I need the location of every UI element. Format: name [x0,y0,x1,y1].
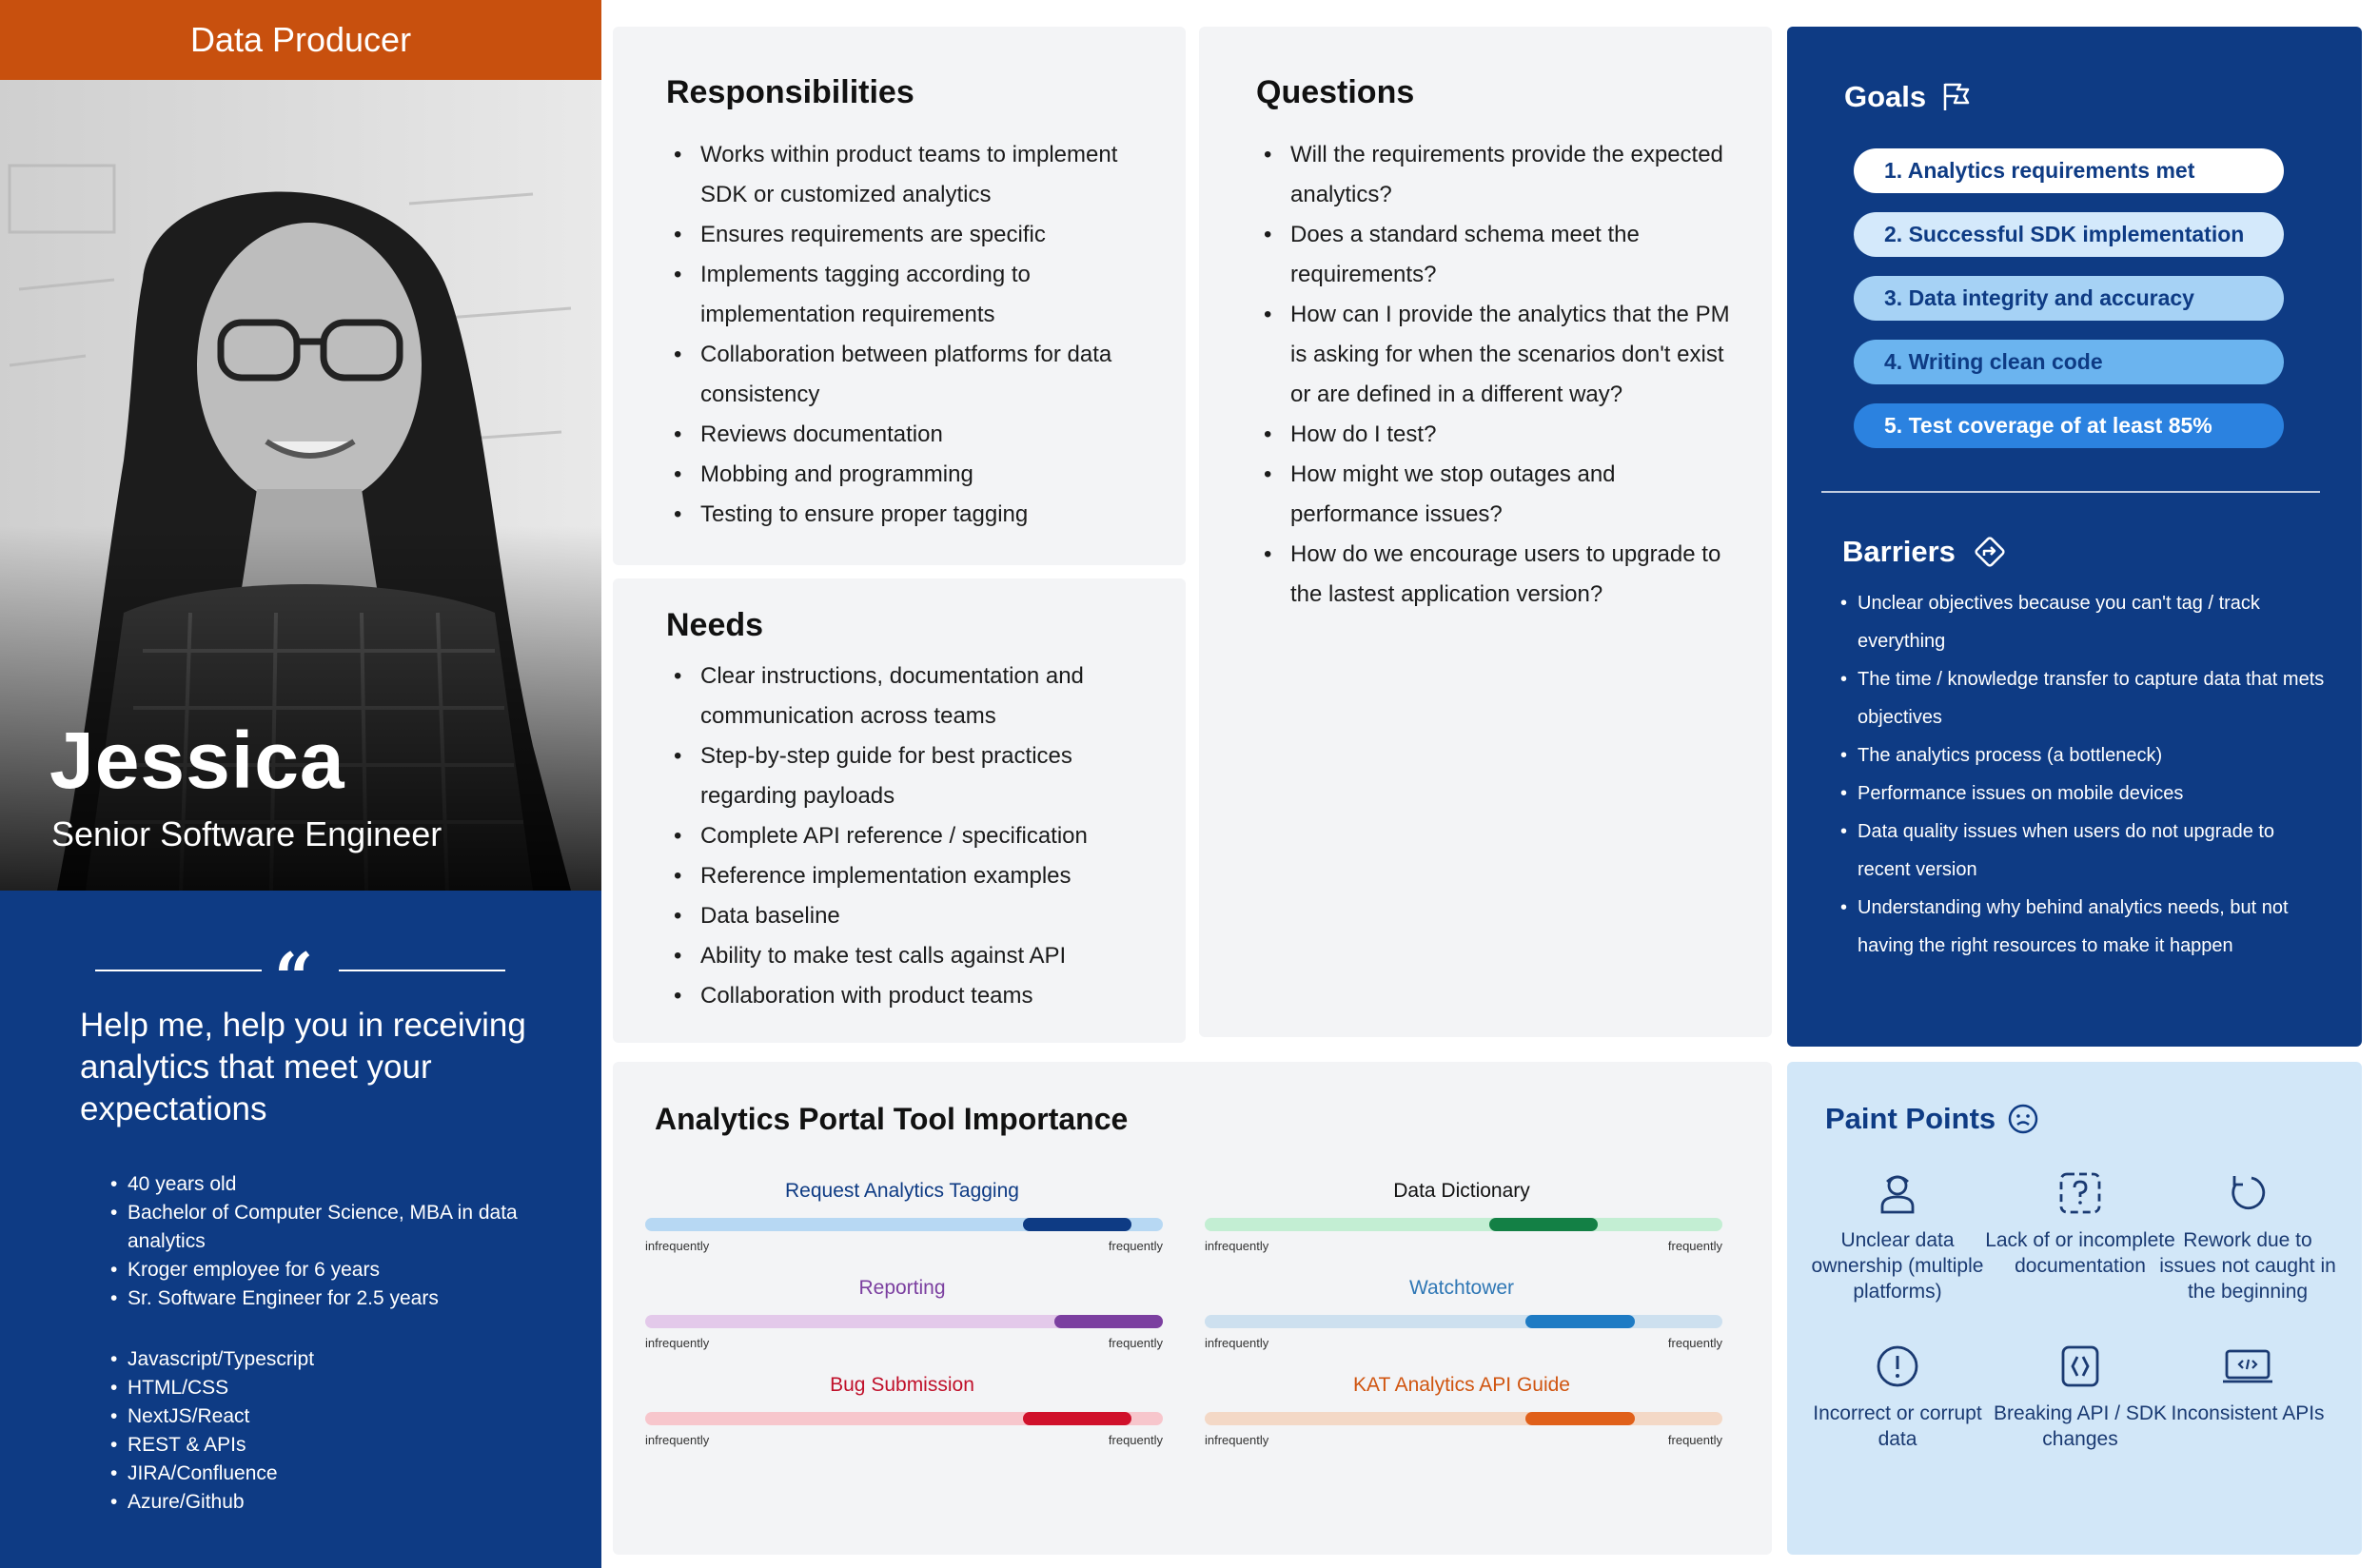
pain-point-item [2153,1166,2343,1304]
barrier-item: • Data quality issues when users do not upgrade to recent version [1837,813,2331,889]
responsibility-item: • Reviews documentation [666,415,1151,455]
goal-item: 3. Data integrity and accuracy [1854,276,2284,321]
persona-quote-panel [0,891,601,1568]
axis-high-label: frequently [1108,1336,1163,1350]
persona-skill: • REST & APIs [110,1431,529,1460]
goal-item: 4. Writing clean code [1854,340,2284,384]
flag-icon [1939,80,1974,114]
pain-points-heading: Paint Points [1825,1102,1996,1135]
pain-point-item [1802,1166,1993,1304]
tool-label: Request Analytics Tagging [785,1180,1019,1202]
pain-heading-row [1825,1102,2039,1136]
axis-low-label: infrequently [1205,1239,1269,1253]
tool-track [1205,1412,1722,1425]
responsibility-item: • Collaboration between platforms for data consistency [666,335,1151,415]
tool-label: Watchtower [1408,1277,1515,1299]
persona-skill: • Azure/Github [110,1488,529,1517]
questions-list [1256,135,1741,615]
persona-quote: Help me, help you in receiving analytics that meet your expectations [80,1007,526,1127]
goals-divider [1821,491,2320,493]
goals-heading: Goals [1844,80,1927,113]
barrier-item: • The analytics process (a bottleneck) [1837,736,2331,774]
tool-label: KAT Analytics API Guide [1352,1374,1570,1396]
question-item: • Does a standard schema meet the requirements? [1256,215,1741,295]
barriers-heading: Barriers [1842,535,1956,568]
axis-high-label: frequently [1108,1239,1163,1253]
axis-high-label: frequently [1667,1433,1722,1447]
quote-rule-right [339,970,505,971]
tool-track [1205,1218,1722,1231]
need-item: • Collaboration with product teams [666,976,1161,1016]
tool-track [645,1218,1163,1231]
needs-list [666,657,1161,1016]
barriers-heading-row [1842,533,2009,571]
question-item: • Will the requirements provide the expected analytics? [1256,135,1741,215]
persona-fact: • Sr. Software Engineer for 2.5 years [110,1284,529,1313]
quote-rule-left [95,970,262,971]
axis-low-label: infrequently [645,1239,710,1253]
goal-item: 1. Analytics requirements met [1854,148,2284,193]
barrier-item: • The time / knowledge transfer to capture data that mets objectives [1837,660,2331,736]
pain-points-card [1787,1062,2362,1555]
pain-point-label: Unclear data ownership (multiple platforms) [1811,1229,1984,1303]
person-icon [1869,1166,1926,1220]
tool-importance-fill [1023,1412,1131,1425]
analytics-heading: Analytics Portal Tool Importance [655,1102,1129,1136]
diamond-arrow-icon [1971,533,2009,571]
tool-importance-fill [1023,1218,1131,1231]
goal-item: 5. Test coverage of at least 85% [1854,403,2284,448]
needs-card [613,578,1186,1043]
persona-fact: • Bachelor of Computer Science, MBA in data analytics [110,1199,529,1256]
axis-low-label: infrequently [1205,1433,1269,1447]
sad-face-icon [2007,1103,2039,1135]
tool-track [645,1412,1163,1425]
tool-importance-fill [1525,1315,1634,1328]
pain-point-label: Incorrect or corrupt data [1813,1402,1982,1450]
persona-fact: • Kroger employee for 6 years [110,1256,529,1284]
need-item: • Clear instructions, documentation and communication across teams [666,657,1161,736]
refresh-icon [2219,1166,2276,1220]
goals-barriers-panel [1787,27,2362,1047]
question-item: • How can I provide the analytics that the PM is asking for when the scenarios don't exist or are defined in a different way? [1256,295,1741,415]
persona-title: Senior Software Engineer [51,814,442,853]
need-item: • Data baseline [666,896,1161,936]
tool-label: Reporting [858,1277,946,1299]
tool-importance-fill [1054,1315,1163,1328]
tool-track [645,1315,1163,1328]
need-item: • Ability to make test calls against API [666,936,1161,976]
pain-point-label: Inconsistent APIs [2171,1402,2325,1424]
persona-facts [110,1170,529,1313]
tool-track [1205,1315,1722,1328]
question-item: • How might we stop outages and performance issues? [1256,455,1741,535]
persona-skill: • JIRA/Confluence [110,1460,529,1488]
barrier-item: • Performance issues on mobile devices [1837,774,2331,813]
responsibility-item: • Works within product teams to implement SDK or customized analytics [666,135,1151,215]
question-item: • How do I test? [1256,415,1741,455]
axis-low-label: infrequently [1205,1336,1269,1350]
responsibility-item: • Testing to ensure proper tagging [666,495,1151,535]
persona-fact: • 40 years old [110,1170,529,1199]
persona-skill: • Javascript/Typescript [110,1345,529,1374]
responsibility-item: • Implements tagging according to implementation requirements [666,255,1151,335]
pain-point-item [1985,1340,2175,1452]
axis-low-label: infrequently [645,1433,710,1447]
alert-circle-icon [1869,1340,1926,1393]
broken-code-icon [2052,1340,2109,1393]
pain-point-label: Breaking API / SDK changes [1993,1402,2168,1450]
tool-importance-fill [1489,1218,1598,1231]
need-item: • Complete API reference / specification [666,816,1161,856]
responsibility-item: • Ensures requirements are specific [666,215,1151,255]
questions-heading: Questions [1256,74,1415,110]
persona-role-header: Data Producer [0,0,601,80]
barrier-item: • Unclear objectives because you can't tag / track everything [1837,584,2331,660]
pain-point-item [1985,1166,2175,1279]
axis-high-label: frequently [1667,1239,1722,1253]
question-item: • How do we encourage users to upgrade to the lastest application version? [1256,535,1741,615]
persona-skill: • NextJS/React [110,1402,529,1431]
goals-heading-row [1844,80,1974,114]
pain-point-item [1802,1340,1993,1452]
question-box-icon [2052,1166,2109,1220]
barrier-item: • Understanding why behind analytics needs, but not having the right resources to make it happen [1837,889,2331,965]
axis-low-label: infrequently [645,1336,710,1350]
tool-importance-fill [1525,1412,1634,1425]
need-item: • Step-by-step guide for best practices regarding payloads [666,736,1161,816]
persona-name: Jessica [49,715,345,805]
barriers-list [1837,584,2331,965]
tool-label: Bug Submission [830,1374,974,1396]
responsibilities-card [613,27,1186,565]
code-monitor-icon [2219,1340,2276,1393]
pain-point-label: Lack of or incomplete documentation [1985,1229,2175,1277]
tool-label: Data Dictionary [1393,1180,1530,1202]
questions-card [1199,27,1772,1037]
pain-point-label: Rework due to issues not caught in the beginning [2159,1229,2336,1303]
persona-skills [110,1345,529,1517]
persona-skill: • HTML/CSS [110,1374,529,1402]
pain-point-item [2153,1340,2343,1426]
responsibilities-list [666,135,1151,535]
goal-item: 2. Successful SDK implementation [1854,212,2284,257]
quote-mark-icon: “ [274,937,314,1018]
responsibility-item: • Mobbing and programming [666,455,1151,495]
persona-photo [0,80,601,891]
axis-high-label: frequently [1667,1336,1722,1350]
responsibilities-heading: Responsibilities [666,74,914,110]
analytics-tool-importance-card [613,1062,1772,1555]
needs-heading: Needs [666,607,764,643]
axis-high-label: frequently [1108,1433,1163,1447]
need-item: • Reference implementation examples [666,856,1161,896]
